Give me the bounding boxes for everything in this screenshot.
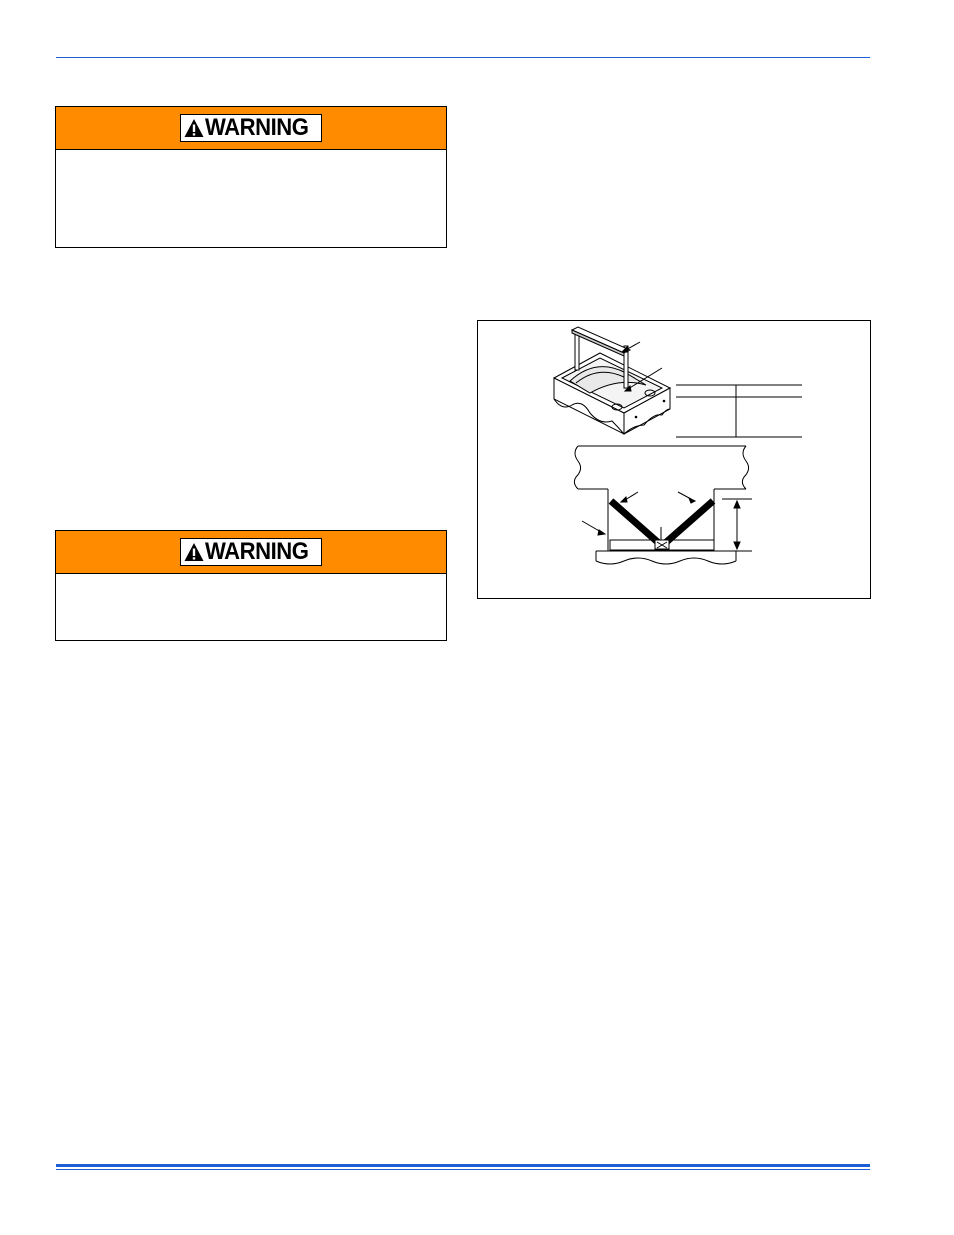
height-dimension bbox=[722, 499, 752, 551]
alert-triangle-icon bbox=[184, 118, 204, 138]
warning-label-text: WARNING bbox=[204, 114, 309, 141]
alert-triangle-icon bbox=[184, 542, 204, 562]
v-coil bbox=[611, 501, 713, 545]
dimension-table bbox=[676, 385, 802, 437]
unit-illustration bbox=[554, 327, 670, 434]
warning-box-1 bbox=[55, 106, 447, 248]
warning-label bbox=[180, 114, 323, 142]
footer-rule-thin bbox=[56, 1169, 870, 1170]
figure-drawing bbox=[478, 321, 870, 598]
warning-label bbox=[180, 538, 323, 566]
header-rule bbox=[56, 57, 870, 58]
footer-rule bbox=[56, 1164, 870, 1167]
warning-banner bbox=[56, 107, 446, 150]
warning-banner bbox=[56, 531, 446, 574]
warning-box-2 bbox=[55, 530, 447, 641]
warning-label-text: WARNING bbox=[204, 538, 309, 565]
installation-figure bbox=[477, 320, 871, 599]
